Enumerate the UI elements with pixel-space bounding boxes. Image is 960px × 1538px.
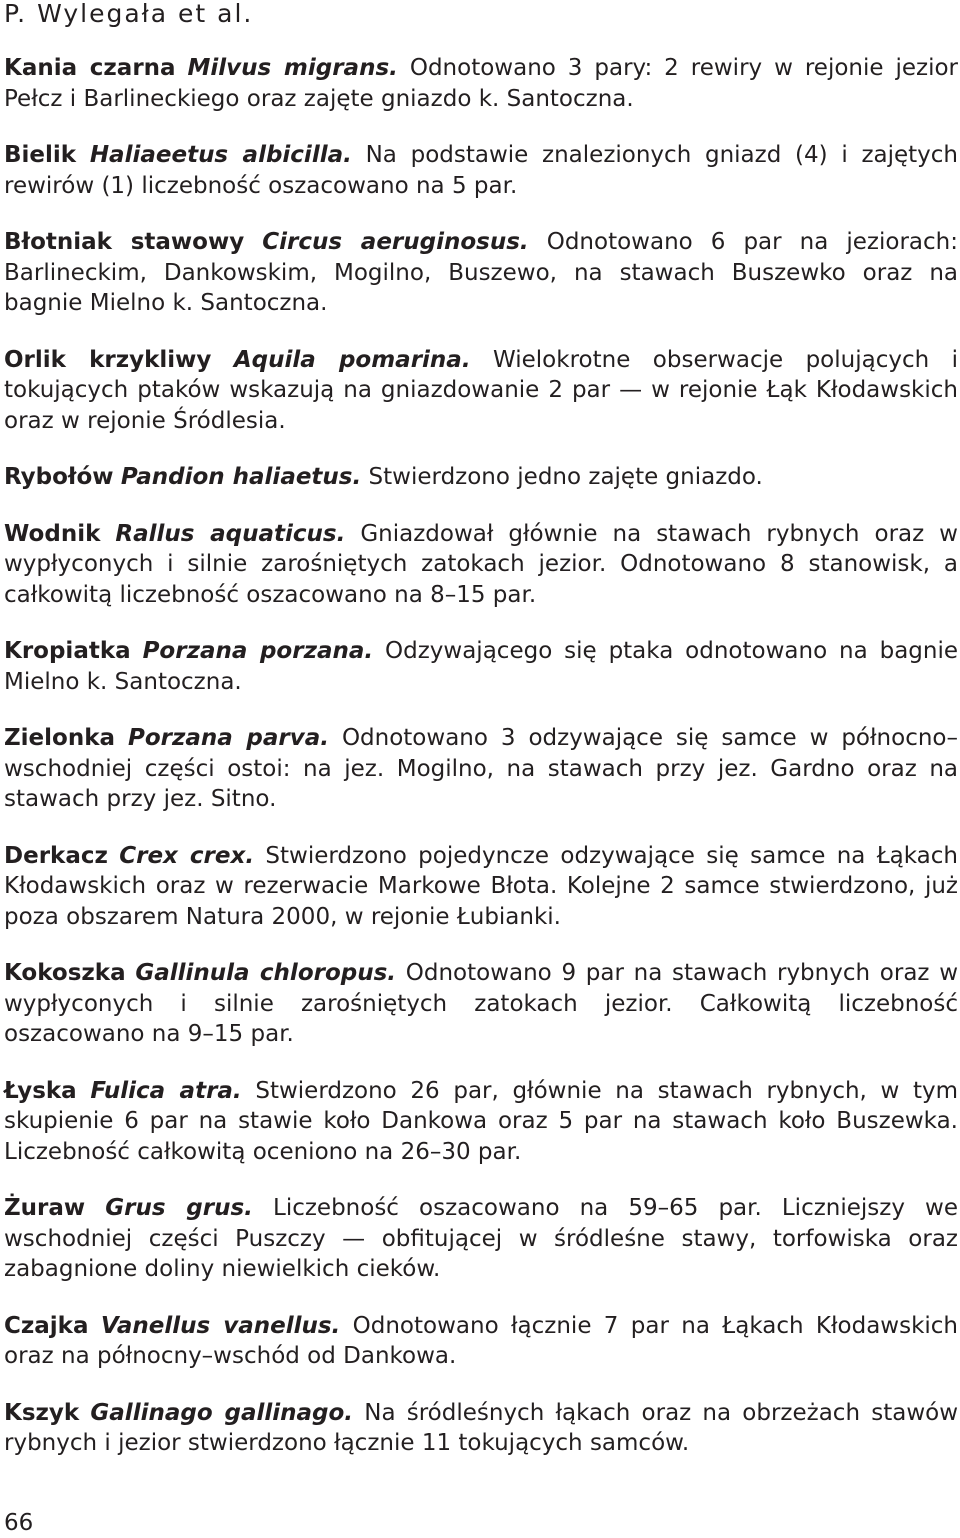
species-text: Wielokrotne obserwacje polujących i tokujących ptaków wskazują na gniazdowanie 2 par — w rejonie Łąk Kłodawskich oraz w rejonie Śródlesia. <box>4 346 959 434</box>
species-common-name: Wodnik <box>4 520 101 547</box>
species-common-name: Żuraw <box>4 1195 86 1221</box>
species-text: Na śródleśnych łąkach oraz na obrzeżach stawów rybnych i jezior stwierdzono łącznie 11 tokujących samców. <box>4 1399 959 1456</box>
species-entry <box>4 841 958 933</box>
species-text: Odnotowano łącznie 7 par na Łąkach Kłodawskich oraz na północny–wschód od Dankowa. <box>4 1312 959 1369</box>
species-entry <box>4 345 958 437</box>
species-text: Gniazdował głównie na stawach rybnych oraz w wypłyconych i silnie zarośniętych zatokach jezior. Odnotowano 8 stanowisk, a całkowitą liczebność oszacowano na 8–15 par. <box>4 520 958 608</box>
species-common-name: Błotniak stawowy <box>4 229 245 255</box>
species-latin-name: Haliaeetus albicilla. <box>89 142 352 168</box>
species-latin-name: Gallinula chloropus. <box>135 960 397 986</box>
species-entry <box>4 636 958 697</box>
species-common-name: Zielonka <box>4 725 116 751</box>
species-text: Odnotowano 6 par na jeziorach: Barlineckim, Dankowskim, Mogilno, Buszewo, na stawach Buszewko oraz na bagnie Mielno k. Santoczna. <box>4 229 958 316</box>
species-text: Stwierdzono pojedyncze odzywające się samce na Łąkach Kłodawskich oraz w rezerwacie Markowe Błota. Kolejne 2 samce stwierdzono, już poza obszarem Natura 2000, w rejonie Łubianki. <box>4 842 958 930</box>
species-entry <box>4 53 958 114</box>
species-common-name: Bielik <box>4 142 77 168</box>
species-text: Odzywającego się ptaka odnotowano na bagnie Mielno k. Santoczna. <box>4 638 959 695</box>
species-entry <box>4 462 958 493</box>
species-entry <box>4 1398 958 1459</box>
species-common-name: Rybołów <box>4 464 114 490</box>
running-head: P. Wylegała et al. <box>4 0 254 28</box>
species-text: Odnotowano 9 par na stawach rybnych oraz w wypłyconych i silnie zarośniętych zatokach jezior. Całkowitą liczebność oszacowano na 9–15 par. <box>4 960 959 1047</box>
species-latin-name: Grus grus. <box>105 1195 253 1221</box>
species-text: Stwierdzono 26 par, głównie na stawach rybnych, w tym skupienie 6 par na stawie koło Dankowa oraz 5 par na stawach koło Buszewka. Liczebność całkowitą oceniono na 26–30 par. <box>4 1077 959 1165</box>
page-number: 66 <box>4 1510 34 1536</box>
species-latin-name: Crex crex. <box>119 842 255 869</box>
species-latin-name: Aquila pomarina. <box>233 346 471 373</box>
species-latin-name: Pandion haliaetus. <box>120 464 362 490</box>
species-common-name: Czajka <box>4 1312 89 1339</box>
species-common-name: Derkacz <box>4 842 108 869</box>
species-common-name: Kania czarna <box>4 55 176 81</box>
species-entry <box>4 958 958 1050</box>
species-latin-name: Circus aeruginosus. <box>262 229 529 255</box>
species-entry <box>4 519 958 611</box>
species-text: Stwierdzono jedno zajęte gniazdo. <box>368 464 763 490</box>
species-entry <box>4 227 958 319</box>
species-text: Na podstawie znalezionych gniazd (4) i zajętych rewirów (1) liczebność oszacowano na 5 par. <box>4 142 959 199</box>
species-common-name: Kokoszka <box>4 960 126 986</box>
species-entry <box>4 1193 958 1285</box>
species-latin-name: Vanellus vanellus. <box>100 1312 341 1339</box>
species-latin-name: Rallus aquaticus. <box>115 520 346 547</box>
species-latin-name: Gallinago gallinago. <box>90 1399 354 1426</box>
species-common-name: Orlik krzykliwy <box>4 346 212 373</box>
species-common-name: Kropiatka <box>4 638 131 664</box>
species-entry <box>4 140 958 201</box>
species-text: Odnotowano 3 odzywające się samce w północno–wschodniej części ostoi: na jez. Mogilno, na stawach przy jez. Gardno oraz na stawach przy jez. Sitno. <box>4 725 958 812</box>
species-entry <box>4 723 958 815</box>
species-common-name: Kszyk <box>4 1399 80 1426</box>
species-latin-name: Milvus migrans. <box>187 55 398 81</box>
species-entry <box>4 1311 958 1372</box>
species-text: Liczebność oszacowano na 59–65 par. Liczniejszy we wschodniej części Puszczy — obfitującej w śródleśne stawy, torfowiska oraz zabagnione doliny niewielkich cieków. <box>4 1195 959 1282</box>
species-list <box>4 53 958 1485</box>
species-entry <box>4 1076 958 1168</box>
species-text: Odnotowano 3 pary: 2 rewiry w rejonie jezior Pełcz i Barlineckiego oraz zajęte gniazdo k. Santoczna. <box>4 55 959 112</box>
species-latin-name: Fulica atra. <box>90 1077 242 1104</box>
species-latin-name: Porzana porzana. <box>142 638 374 664</box>
species-common-name: Łyska <box>4 1077 77 1104</box>
species-latin-name: Porzana parva. <box>127 725 329 751</box>
